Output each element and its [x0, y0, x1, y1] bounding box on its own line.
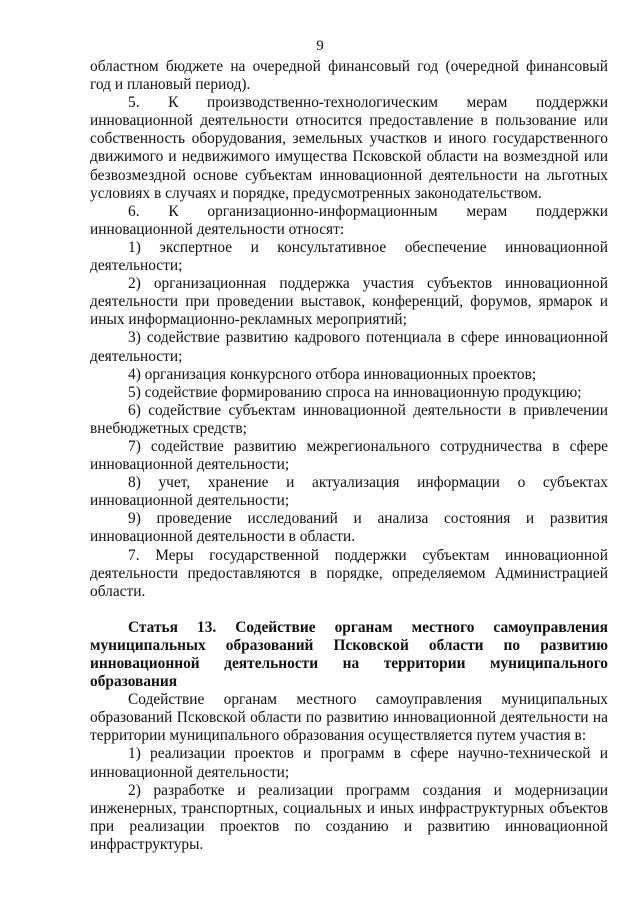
article-13-item-2: 2) разработке и реализации программ создания и модернизации инженерных, транспортных, социальных и иных инфраструктурных объектов при реализации проектов по созданию и развитию инновационной инфраструктуры.: [90, 781, 608, 853]
list-item-7: 7) содействие развитию межрегионального сотрудничества в сфере инновационной деятельности;: [90, 437, 608, 474]
page-number: 9: [316, 38, 324, 54]
paragraph-budget-continuation: областном бюджете на очередной финансовый год (очередной финансовый год и плановый период).: [90, 58, 608, 94]
article-13-heading-line-3: инновационной деятельности на территории муниципального образования: [90, 655, 608, 691]
list-item-9: 9) проведение исследований и анализа состояния и развития инновационной деятельности в области.: [90, 510, 608, 546]
list-item-3: 3) содействие развитию кадрового потенциала в сфере инновационной деятельности;: [90, 329, 608, 365]
paragraph-6-organizational-measures: 6. К организационно-информационным мерам поддержки инновационной деятельности относят:: [90, 202, 608, 238]
paragraph-7-procedure: 7. Меры государственной поддержки субъектам инновационной деятельности предоставляются в порядке, определяемом Администрацией области.: [90, 546, 608, 600]
list-item-4: 4) организация конкурсного отбора инновационных проектов;: [128, 365, 537, 383]
list-item-5: 5) содействие формированию спроса на инновационную продукцию;: [128, 383, 582, 401]
article-13-item-1: 1) реализации проектов и программ в сфере научно-технической и инновационной деятельности;: [90, 745, 608, 781]
list-item-8: 8) учет, хранение и актуализация информации о субъектах инновационной деятельности;: [90, 474, 608, 510]
list-item-6: 6) содействие субъектам инновационной деятельности в привлечении внебюджетных средств;: [90, 401, 608, 437]
section-spacer: [90, 601, 608, 619]
document-body: [90, 58, 608, 854]
article-13-intro: Содействие органам местного самоуправления муниципальных образований Псковской области по развитию инновационной деятельности на территории муниципального образования осуществляется путем участия в:: [90, 691, 608, 745]
paragraph-5-production-measures: 5. К производственно-технологическим мерам поддержки инновационной деятельности относится предоставление в пользование или собственность оборудования, земельных участков и иного государственного движимого и недвижимого имущества Псковской области на возмездной или безвозмездной основе субъектам инновационной деятельности на льготных условиях в случаях и порядке, предусмотренных законодательством.: [90, 94, 608, 202]
article-13-heading-line-2: муниципальных образований Псковской области по развитию: [90, 636, 608, 654]
article-13-heading-line-1: Статья 13. Содействие органам местного самоуправления: [128, 618, 608, 636]
article-13-heading: [90, 619, 608, 691]
list-item-2: 2) организационная поддержка участия субъектов инновационной деятельности при проведении выставок, конференций, форумов, ярмарок и иных информационно-рекламных мероприятий;: [90, 275, 608, 329]
list-item-1: 1) экспертное и консультативное обеспечение инновационной деятельности;: [90, 238, 608, 275]
